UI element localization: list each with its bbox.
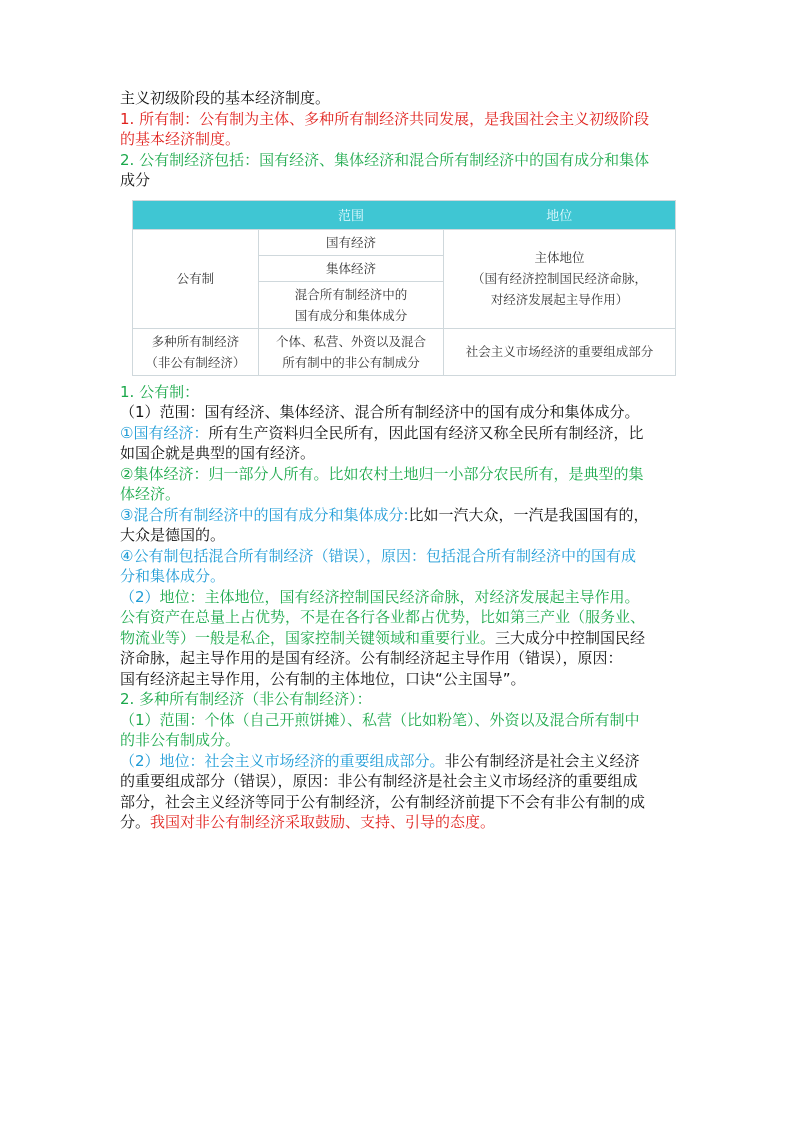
nonpublic-label: 多种所有制经济 （非公有制经济） bbox=[133, 328, 259, 375]
p2-line1: 2. 公有制经济包括：国有经济、集体经济和混合所有制经济中的国有成分和集体 bbox=[120, 150, 650, 169]
table-row bbox=[133, 328, 676, 375]
document-body bbox=[120, 88, 685, 833]
s2-title: 2. 多种所有制经济（非公有制经济）： bbox=[120, 690, 372, 708]
table-header-row bbox=[133, 200, 676, 229]
s1-a-line2: 如国企就是典型的国有经济。 bbox=[120, 444, 316, 462]
intro-line: 主义初级阶段的基本经济制度。 bbox=[120, 89, 331, 107]
s2-scope-line1: （1）范围：个体（自己开煎饼摊）、私营（比如粉笔）、外资以及混合所有制中 bbox=[120, 710, 640, 729]
public-scope-state: 国有经济 bbox=[258, 229, 443, 255]
s1-status-line5: 国有经济起主导作用，公有制的主体地位，口诀“公主国导”。 bbox=[120, 669, 526, 688]
s1-status-line2: 公有资产在总量上占优势，不是在各行各业都占优势，比如第三产业（服务业、 bbox=[120, 608, 646, 626]
public-status: 主体地位 （国有经济控制国民经济命脉， 对经济发展起主导作用） bbox=[444, 229, 676, 328]
p1-line2: 的基本经济制度。 bbox=[120, 130, 241, 148]
s1-d-line2: 分和集体成分。 bbox=[120, 567, 226, 585]
public-label: 公有制 bbox=[133, 229, 259, 328]
table-row bbox=[133, 229, 676, 255]
s1-b-line1: ②集体经济：归一部分人所有。比如农村土地归一小部分农民所有，是典型的集 bbox=[120, 464, 644, 483]
public-scope-collective: 集体经济 bbox=[258, 255, 443, 281]
header-empty bbox=[133, 200, 259, 229]
s2-status-line2: 的重要组成部分（错误），原因：非公有制经济是社会主义市场经济的重要组成 bbox=[120, 772, 638, 790]
s2-status-line1: （2）地位：社会主义市场经济的重要组成部分。非公有制经济是社会主义经济 bbox=[120, 751, 640, 770]
s2-scope-line2: 的非公有制成分。 bbox=[120, 731, 241, 749]
s1-d-line1: ④公有制包括混合所有制经济（错误），原因：包括混合所有制经济中的国有成 bbox=[120, 546, 636, 565]
header-status: 地位 bbox=[444, 200, 676, 229]
s1-a-line1: ①国有经济：所有生产资料归全民所有，因此国有经济又称全民所有制经济，比 bbox=[120, 423, 644, 442]
s2-status-line3: 部分，社会主义经济等同于公有制经济，公有制经济前提下不会有非公有制的成 bbox=[120, 792, 646, 811]
header-scope: 范围 bbox=[258, 200, 443, 229]
s1-title: 1. 公有制： bbox=[120, 382, 200, 401]
s1-status-line3: 物流业等）一般是私企，国家控制关键领域和重要行业。三大成分中控制国民经 bbox=[120, 628, 646, 647]
s1-status-line4: 济命脉，起主导作用的是国有经济。公有制经济起主导作用（错误），原因： bbox=[120, 649, 623, 667]
public-scope-mixed: 混合所有制经济中的 国有成分和集体成分 bbox=[258, 281, 443, 328]
s2-status-line4: 分。我国对非公有制经济采取鼓励、支持、引导的态度。 bbox=[120, 813, 496, 831]
s1-status-line1: （2）地位：主体地位，国有经济控制国民经济命脉，对经济发展起主导作用。 bbox=[120, 587, 640, 606]
nonpublic-status: 社会主义市场经济的重要组成部分 bbox=[444, 328, 676, 375]
ownership-table bbox=[132, 200, 676, 376]
s1-scope: （1）范围：国有经济、集体经济、混合所有制经济中的国有成分和集体成分。 bbox=[120, 403, 640, 421]
nonpublic-scope: 个体、私营、外资以及混合 所有制中的非公有制成分 bbox=[258, 328, 443, 375]
p1-line1: 1. 所有制：公有制为主体、多种所有制经济共同发展，是我国社会主义初级阶段 bbox=[120, 109, 650, 128]
s1-c-line2: 大众是德国的。 bbox=[120, 526, 226, 544]
p2-line2: 成分 bbox=[120, 171, 151, 189]
s1-b-line2: 体经济。 bbox=[120, 485, 181, 503]
s1-c-line1: ③混合所有制经济中的国有成分和集体成分:比如一汽大众，一汽是我国国有的， bbox=[120, 505, 649, 524]
